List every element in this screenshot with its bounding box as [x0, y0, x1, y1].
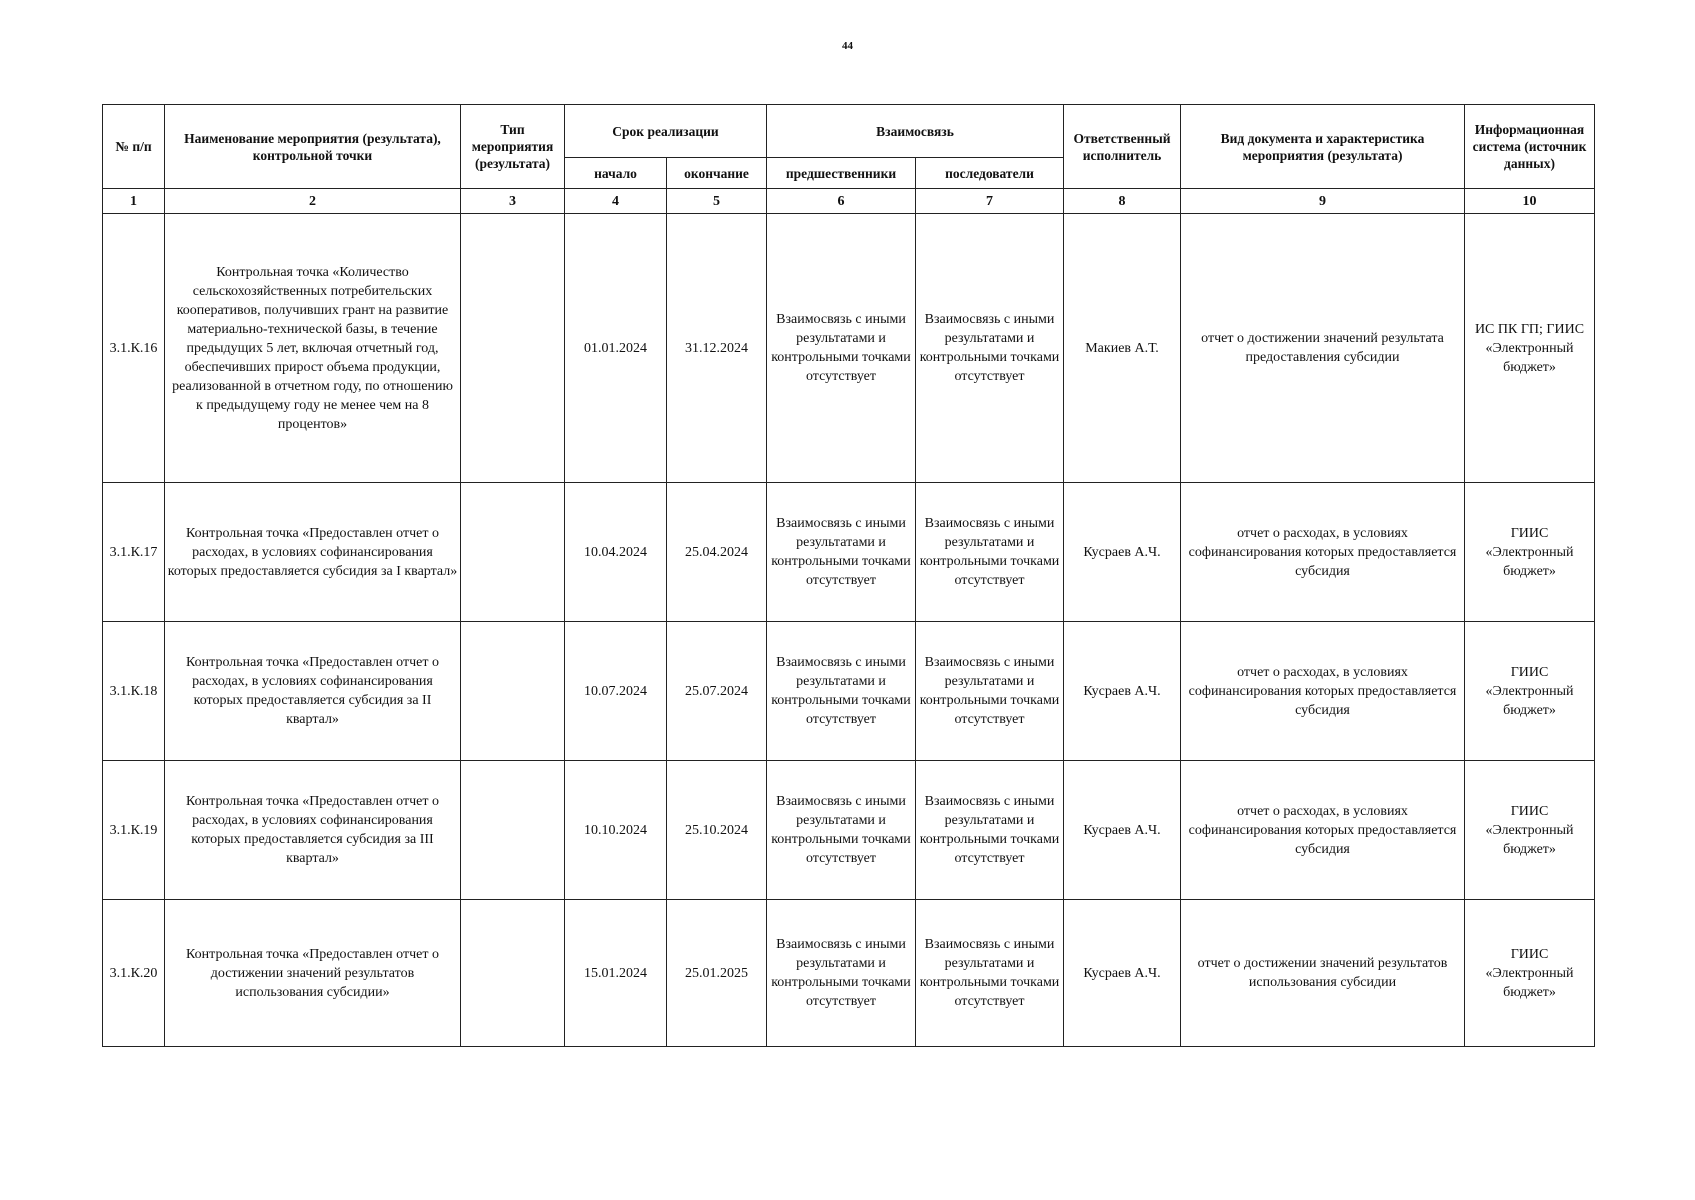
row-prev: Взаимосвязь с иными результатами и контрольными точками отсутствует [767, 483, 916, 622]
row-prev: Взаимосвязь с иными результатами и контрольными точками отсутствует [767, 761, 916, 900]
row-system: ИС ПК ГП; ГИИС «Электронный бюджет» [1465, 214, 1595, 483]
row-responsible: Кусраев А.Ч. [1064, 622, 1181, 761]
row-name: Контрольная точка «Количество сельскохозяйственных потребительских кооперативов, получивших грант на развитие материально-технической базы, в течение предыдущих 5 лет, включая отчетный год, обеспечивших прирост объема продукции, реализованной в отчетном году, по отношению к предыдущему году не менее чем на 8 процентов» [165, 214, 461, 483]
table-row [103, 622, 1595, 761]
row-start: 15.01.2024 [565, 900, 667, 1047]
table-row [103, 761, 1595, 900]
row-next: Взаимосвязь с иными результатами и контрольными точками отсутствует [916, 622, 1064, 761]
header-system: Информационная система (источник данных) [1465, 105, 1595, 189]
row-system: ГИИС «Электронный бюджет» [1465, 761, 1595, 900]
row-type [461, 214, 565, 483]
row-next: Взаимосвязь с иными результатами и контрольными точками отсутствует [916, 214, 1064, 483]
column-number: 3 [461, 189, 565, 214]
row-start: 10.07.2024 [565, 622, 667, 761]
header-term: Срок реализации [565, 105, 767, 158]
table-header [103, 105, 1595, 214]
column-number: 5 [667, 189, 767, 214]
row-type [461, 761, 565, 900]
row-doc: отчет о достижении значений результата предоставления субсидии [1181, 214, 1465, 483]
row-next: Взаимосвязь с иными результатами и контрольными точками отсутствует [916, 761, 1064, 900]
row-prev: Взаимосвязь с иными результатами и контрольными точками отсутствует [767, 622, 916, 761]
row-doc: отчет о достижении значений результатов использования субсидии [1181, 900, 1465, 1047]
row-end: 25.04.2024 [667, 483, 767, 622]
column-number: 9 [1181, 189, 1465, 214]
row-end: 25.01.2025 [667, 900, 767, 1047]
row-type [461, 622, 565, 761]
header-responsible: Ответственный исполнитель [1064, 105, 1181, 189]
page-number: 44 [842, 40, 853, 52]
table-body [103, 214, 1595, 1047]
table-row [103, 900, 1595, 1047]
header-num: № п/п [103, 105, 165, 189]
row-system: ГИИС «Электронный бюджет» [1465, 483, 1595, 622]
row-end: 31.12.2024 [667, 214, 767, 483]
row-num: 3.1.К.18 [103, 622, 165, 761]
column-number: 2 [165, 189, 461, 214]
row-doc: отчет о расходах, в условиях софинансирования которых предоставляется субсидия [1181, 483, 1465, 622]
row-next: Взаимосвязь с иными результатами и контрольными точками отсутствует [916, 483, 1064, 622]
row-responsible: Кусраев А.Ч. [1064, 900, 1181, 1047]
column-number: 7 [916, 189, 1064, 214]
column-number: 6 [767, 189, 916, 214]
row-name: Контрольная точка «Предоставлен отчет о расходах, в условиях софинансирования которых предоставляется субсидия за I квартал» [165, 483, 461, 622]
row-end: 25.10.2024 [667, 761, 767, 900]
column-number: 4 [565, 189, 667, 214]
row-num: 3.1.К.19 [103, 761, 165, 900]
row-num: 3.1.К.16 [103, 214, 165, 483]
row-type [461, 900, 565, 1047]
row-num: 3.1.К.20 [103, 900, 165, 1047]
header-name: Наименование мероприятия (результата), контрольной точки [165, 105, 461, 189]
header-type: Тип мероприятия (результата) [461, 105, 565, 189]
header-link-next: последователи [916, 158, 1064, 189]
header-doc: Вид документа и характеристика мероприятия (результата) [1181, 105, 1465, 189]
row-name: Контрольная точка «Предоставлен отчет о достижении значений результатов использования субсидии» [165, 900, 461, 1047]
row-name: Контрольная точка «Предоставлен отчет о расходах, в условиях софинансирования которых предоставляется субсидия за II квартал» [165, 622, 461, 761]
row-system: ГИИС «Электронный бюджет» [1465, 622, 1595, 761]
row-doc: отчет о расходах, в условиях софинансирования которых предоставляется субсидия [1181, 622, 1465, 761]
row-start: 10.10.2024 [565, 761, 667, 900]
row-system: ГИИС «Электронный бюджет» [1465, 900, 1595, 1047]
row-name: Контрольная точка «Предоставлен отчет о расходах, в условиях софинансирования которых предоставляется субсидия за III квартал» [165, 761, 461, 900]
header-link-prev: предшественники [767, 158, 916, 189]
row-doc: отчет о расходах, в условиях софинансирования которых предоставляется субсидия [1181, 761, 1465, 900]
header-term-start: начало [565, 158, 667, 189]
row-start: 01.01.2024 [565, 214, 667, 483]
column-number: 8 [1064, 189, 1181, 214]
column-number: 1 [103, 189, 165, 214]
column-number-row [103, 189, 1595, 214]
row-prev: Взаимосвязь с иными результатами и контрольными точками отсутствует [767, 900, 916, 1047]
header-link: Взаимосвязь [767, 105, 1064, 158]
row-start: 10.04.2024 [565, 483, 667, 622]
row-responsible: Макиев А.Т. [1064, 214, 1181, 483]
row-next: Взаимосвязь с иными результатами и контрольными точками отсутствует [916, 900, 1064, 1047]
column-number: 10 [1465, 189, 1595, 214]
row-type [461, 483, 565, 622]
row-prev: Взаимосвязь с иными результатами и контрольными точками отсутствует [767, 214, 916, 483]
row-responsible: Кусраев А.Ч. [1064, 761, 1181, 900]
table-row [103, 214, 1595, 483]
table-row [103, 483, 1595, 622]
row-responsible: Кусраев А.Ч. [1064, 483, 1181, 622]
row-end: 25.07.2024 [667, 622, 767, 761]
header-term-end: окончание [667, 158, 767, 189]
row-num: 3.1.К.17 [103, 483, 165, 622]
control-points-table [102, 104, 1595, 1047]
